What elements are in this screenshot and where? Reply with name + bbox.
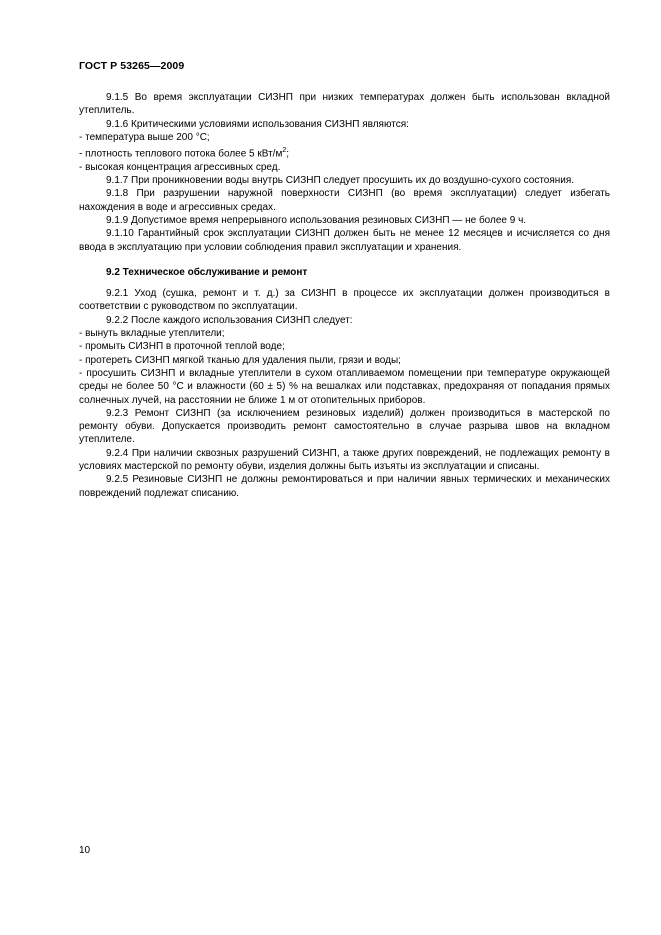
care-step-rinse: - промыть СИЗНП в проточной теплой воде; xyxy=(79,341,285,353)
clause-9-2-1: 9.2.1 Уход (сушка, ремонт и т. д.) за СИЗНП в процессе их эксплуатации должен производиться в соответствии с руководством по эксплуатации. xyxy=(79,288,610,313)
clause-9-1-8: 9.1.8 При разрушении наружной поверхности СИЗНП (во время эксплуатации) следует избегать нахождения в воде и агрессивных средах. xyxy=(79,188,610,213)
clause-9-2-3: 9.2.3 Ремонт СИЗНП (за исключением резиновых изделий) должен производиться в мастерской по ремонту обуви. Допускается производить ремонт самостоятельно в случае разрыва швов на вкладном утеплителе. xyxy=(79,407,610,446)
critical-condition-heat-flux xyxy=(79,144,610,161)
standard-code: ГОСТ Р 53265—2009 xyxy=(79,60,185,72)
page-number: 10 xyxy=(79,845,91,856)
clause-9-2-4: 9.2.4 При наличии сквозных разрушений СИЗНП, а также других повреждений, не подлежащих ремонту в условиях мастерской по ремонту обуви, изделия должны быть изъяты из эксплуатации и списаны. xyxy=(79,447,610,473)
care-step-remove-liners: - вынуть вкладные утеплители; xyxy=(79,328,225,340)
section-9-2 xyxy=(79,287,610,500)
heat-flux-end: ; xyxy=(286,148,290,160)
document-header xyxy=(79,60,184,72)
page-footer xyxy=(79,845,90,856)
care-step-dry: - просушить СИЗНП и вкладные утеплители в сухом отапливаемом помещении при температуре окружающей среды не более 50 °С и влажности (60 ± 5) % на вешалках или подставках, предохраняя от попадания прямых солнечных лучей, на расстоянии не ближе 1 м от отопительных приборов. xyxy=(79,367,610,406)
clause-9-1-5: 9.1.5 Во время эксплуатации СИЗНП при низких температурах должен быть использован вкладной утеплитель. xyxy=(79,92,610,117)
page-content xyxy=(79,91,610,500)
section-9-2-title: 9.2 Техническое обслуживание и ремонт xyxy=(106,266,308,278)
clause-9-1-9: 9.1.9 Допустимое время непрерывного использования резиновых СИЗНП — не более 9 ч. xyxy=(106,215,527,226)
clause-9-2-5: 9.2.5 Резиновые СИЗНП не должны ремонтироваться и при наличии явных термических и механических повреждений подлежат списанию. xyxy=(79,474,610,499)
clause-9-2-2: 9.2.2 После каждого использования СИЗНП следует: xyxy=(106,314,353,326)
section-9-1 xyxy=(79,91,610,254)
critical-condition-temperature: - температура выше 200 °С; xyxy=(79,131,210,143)
clause-9-1-7: 9.1.7 При проникновении воды внутрь СИЗНП следует просушить их до воздушно-сухого состояния. xyxy=(106,175,575,187)
clause-9-1-6: 9.1.6 Критическими условиями использования СИЗНП являются: xyxy=(106,118,409,130)
heat-flux-unit-exponent: 2 xyxy=(282,147,287,155)
critical-condition-aggressive-media: - высокая концентрация агрессивных сред. xyxy=(79,161,281,173)
care-step-wipe: - протереть СИЗНП мягкой тканью для удаления пыли, грязи и воды; xyxy=(79,354,401,366)
clause-9-1-10: 9.1.10 Гарантийный срок эксплуатации СИЗНП должен быть не менее 12 месяцев и исчисляется со дня ввода в эксплуатацию при условии соблюдения правил эксплуатации и хранения. xyxy=(79,228,610,253)
heat-flux-text: - плотность теплового потока более 5 кВт/м xyxy=(79,148,283,160)
